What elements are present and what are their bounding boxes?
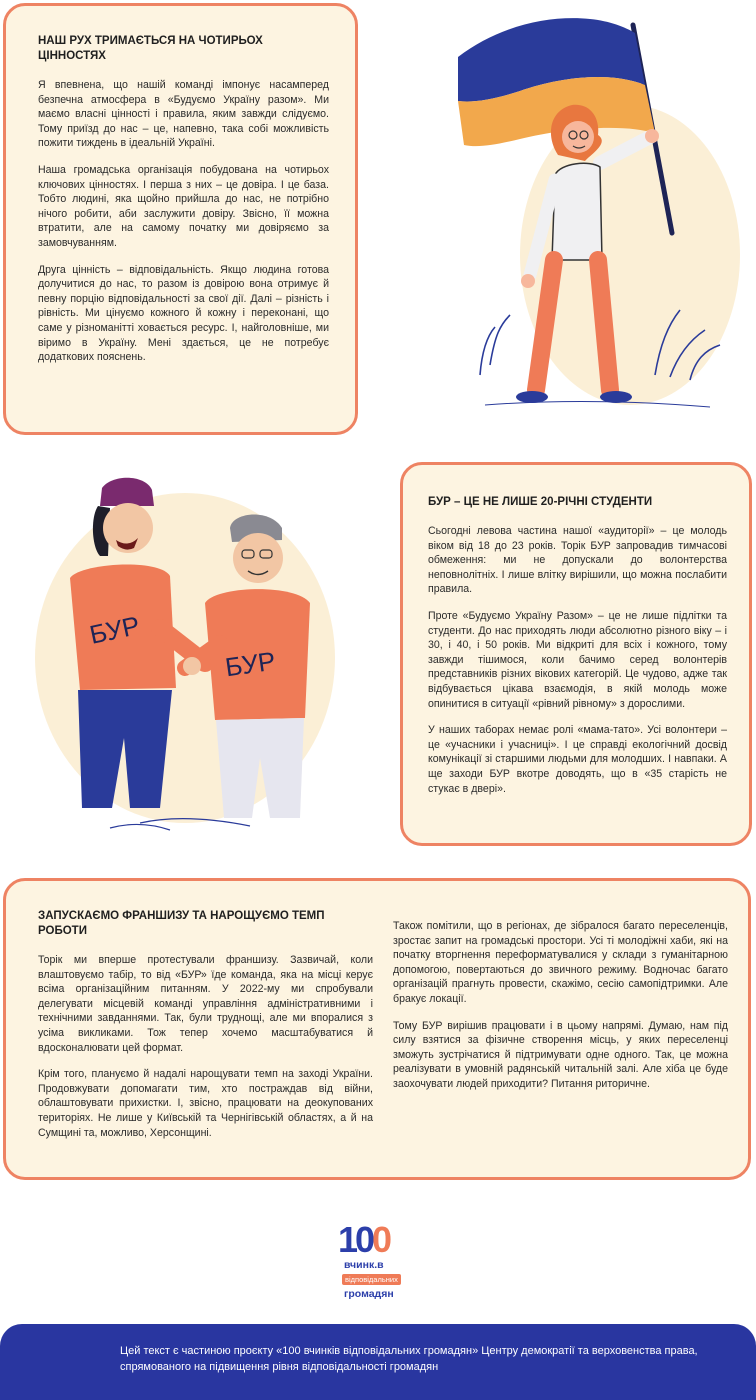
- students-paragraph-2: Проте «Будуємо Україну Разом» – це не лише підлітки та студенти. До нас приходять люди абсолютно різного віку – і 30, і 40, і 50 років. Ми відкриті для всіх і кожного, тому завжди тішимося, коли бачимо серед волонтерів представників різних вікових категорій. Це чудово, адже так відбувається цікава взаємодія, в якій молодь може опинитися в ситуації «рівний рівному» з дорослими.: [428, 609, 727, 710]
- students-title: БУР – ЦЕ НЕ ЛИШЕ 20-РІЧНІ СТУДЕНТИ: [428, 496, 653, 508]
- franchise-paragraph-1: Торік ми вперше протестували франшизу. Зазвичай, коли влаштовуємо табір, то від «БУР» їде команда, яка на місці керує всіма організаційним питанням. У 2022-му ми спробували делегувати місцевій команді управління адміністративними і технічними завданнями. Так, були труднощі, але ми впоралися з усіма викликами. Тож тепер хочемо масштабуватися й вдосконалювати цей формат.: [38, 954, 373, 1054]
- logo-line-2: відповідальних: [342, 1274, 401, 1285]
- franchise-paragraph-4: Тому БУР вирішив працювати і в цьому напрямі. Думаю, нам під силу взятися за фізичне створення місць, у яких переселенці зможуть зустрічатися й підтримувати одне одного. Так, це можна реалізувати в умовній радянській читальній залі. Але хіба це буде заохочувати людей приходити? Питання риторичне.: [393, 1019, 728, 1090]
- students-paragraph-3: У наших таборах немає ролі «мама-тато». Усі волонтери – це «учасники і учасниці». І це справді екологічний досвід комунікації зі старшими людьми для молодших. І навпаки. А ще заходи БУР вкотре доводять, що в «35 старість не стукає в двері».: [428, 724, 727, 795]
- woman-with-flag-illustration: [440, 5, 740, 415]
- franchise-column-left: [38, 909, 373, 1152]
- values-paragraph-3: Друга цінність – відповідальність. Якщо людина готова долучитися до нас, то разом із довірою вона отримує й певну порцію відповідальності за свої дії. Далі – різність і рівність. Ми цінуємо кожного й кожну і переконані, що саме у різноманітті ховається ресурс. І, найголовніше, ми віримо в Україну. Мені здається, це не потребує додаткових пояснень.: [38, 263, 329, 364]
- values-card: [3, 3, 358, 435]
- right-shirt-text: БУР: [223, 645, 278, 683]
- franchise-paragraph-2: Крім того, плануємо й надалі нарощувати темп на заході України. Продовжувати допомагати тим, хто постраждав від війни, облаштовувати прихистки. І, звісно, працювати на деокупованих територіях. Не лише у Київській та Чернігівській областях, а й на Сумщині та, можливо, Херсонщині.: [38, 1068, 373, 1139]
- values-paragraph-1: Я впевнена, що нашій команді імпонує насамперед безпечна атмосфера в «Будуємо Україну разом». Ми маємо власні цінності і правила, яким завжди слідуємо. Тому приїзд до нас – це, напевно, така собі можливість пожити тиждень в ідеальній Україні.: [38, 79, 329, 150]
- logo-line-3: громадян: [344, 1288, 394, 1300]
- handshake-illustration: [20, 468, 350, 848]
- franchise-card: [3, 878, 751, 1180]
- franchise-paragraph-3: Також помітили, що в регіонах, де зібралося багато переселенців, зростає запит на громадські простори. Усі ті молодіжні хаби, які на початку вторгнення переформатувалися у склади з гуманітарною допомогою, повертаються до звичного режиму. Водночас багато організацій прагнуть провести, скажімо, сесію самопідтримки. Але бракує локації.: [393, 920, 728, 1005]
- footer-text: Цей текст є частиною проєкту «100 вчинків відповідальних громадян» Центру демократії та верховенства права, спрямованого на підвищення рівня відповідальності громадян: [120, 1345, 698, 1373]
- values-title: НАШ РУХ ТРИМАЄТЬСЯ НА ЧОТИРЬОХ ЦІННОСТЯХ: [38, 35, 263, 62]
- left-shirt-text: БУР: [86, 610, 143, 650]
- students-card: [400, 462, 752, 846]
- footer-banner: [0, 1324, 756, 1400]
- project-logo: [330, 1219, 426, 1308]
- franchise-title: ЗАПУСКАЄМО ФРАНШИЗУ ТА НАРОЩУЄМО ТЕМП РОБОТИ: [38, 910, 325, 937]
- logo-number: 100: [338, 1219, 390, 1260]
- values-paragraph-2: Наша громадська організація побудована на чотирьох ключових цінностях. І перша з них – це довіра. І це база. Тобто людині, яка щойно прийшла до нас, не потрібно нічого робити, аби заслужити довіру. Звісно, її можна втратити, але на самому початку ми довіряємо за замовчуванням.: [38, 163, 329, 249]
- logo-line-1: вчинк.в: [344, 1259, 384, 1271]
- students-paragraph-1: Сьогодні левова частина нашої «аудиторії» – це молодь віком від 18 до 23 років. Торік БУР запровадив тимчасові обмеження: ми не допускали до волонтерства неповнолітніх. І лише влітку вирішили, що можна послабити правила.: [428, 525, 727, 596]
- franchise-column-right: [393, 909, 728, 1152]
